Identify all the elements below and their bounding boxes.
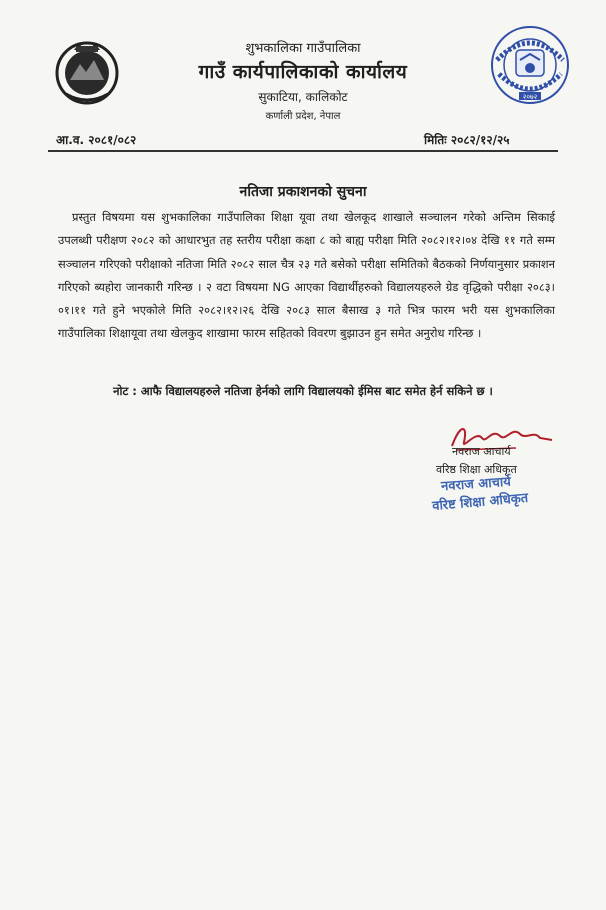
- signatory-name: नवराज आचार्य: [452, 445, 511, 458]
- letter-date: मितिः २०८२/१२/२५: [424, 133, 510, 147]
- header-divider: [48, 150, 558, 152]
- notice-note: नोट : आफै विद्यालयहरुले नतिजा हेर्नको लागि विद्यालयको ईमिस बाट समेत हेर्न सकिने छ ।: [113, 384, 493, 398]
- notice-body: प्रस्तुत विषयमा यस शुभकालिका गाउँपालिका शिक्षा यूवा तथा खेलकूद शाखाले सञ्चालन गरेको अन्तिम सिकाई उपलब्धी परीक्षण २०८२ को आधारभुत तह स्तरीय परीक्षा कक्षा ८ को बाह्य परीक्षा मिति २०८२।१२।०४ देखि ११ गते सम्म सञ्चालन गरिएको परीक्षाको नतिजा मिति २०८२ साल चैत्र २३ गते बसेको परीक्षा समितिको बैठकको निर्णयानुसार प्रकाशन गरिएको ब्यहोरा जानकारी गरिन्छ । २ वटा विषयमा NG आएका विद्यार्थीहरुको विद्यालयहरुले ग्रेड वृद्धिको परीक्षा २०८३।०१।११ गते हुने भएकोले मिति २०८२।१२।२६ देखि २०८३ साल बैसाख ३ गते भित्र फारम भरी यस शुभकालिका गाउँपालिका शिक्षायूवा तथा खेलकुद शाखामा फारम सहितको विवरण बुझाउन हुन समेत अनुरोध गरिन्छ ।: [58, 210, 555, 341]
- province-line: कर्णाली प्रदेश, नेपाल: [265, 111, 341, 122]
- municipality-name: शुभकालिका गाउँपालिका: [245, 41, 361, 56]
- fiscal-year-reference: आ.व. २०८१/०८२: [56, 133, 137, 147]
- office-title: गाउँ कार्यपालिकाको कार्यालय: [198, 61, 408, 83]
- signatory-title: वरिष्ठ शिक्षा अधिकृत: [436, 463, 517, 476]
- stamp-title: वरिष्ट शिक्षा अधिकृत: [431, 490, 529, 515]
- office-address: सुकाटिया, कालिकोट: [258, 90, 348, 104]
- svg-text:२०७२: २०७२: [522, 93, 538, 101]
- notice-subject: नतिजा प्रकाशनको सुचना: [239, 184, 367, 200]
- stamp-name: नवराज आचार्य: [440, 474, 512, 495]
